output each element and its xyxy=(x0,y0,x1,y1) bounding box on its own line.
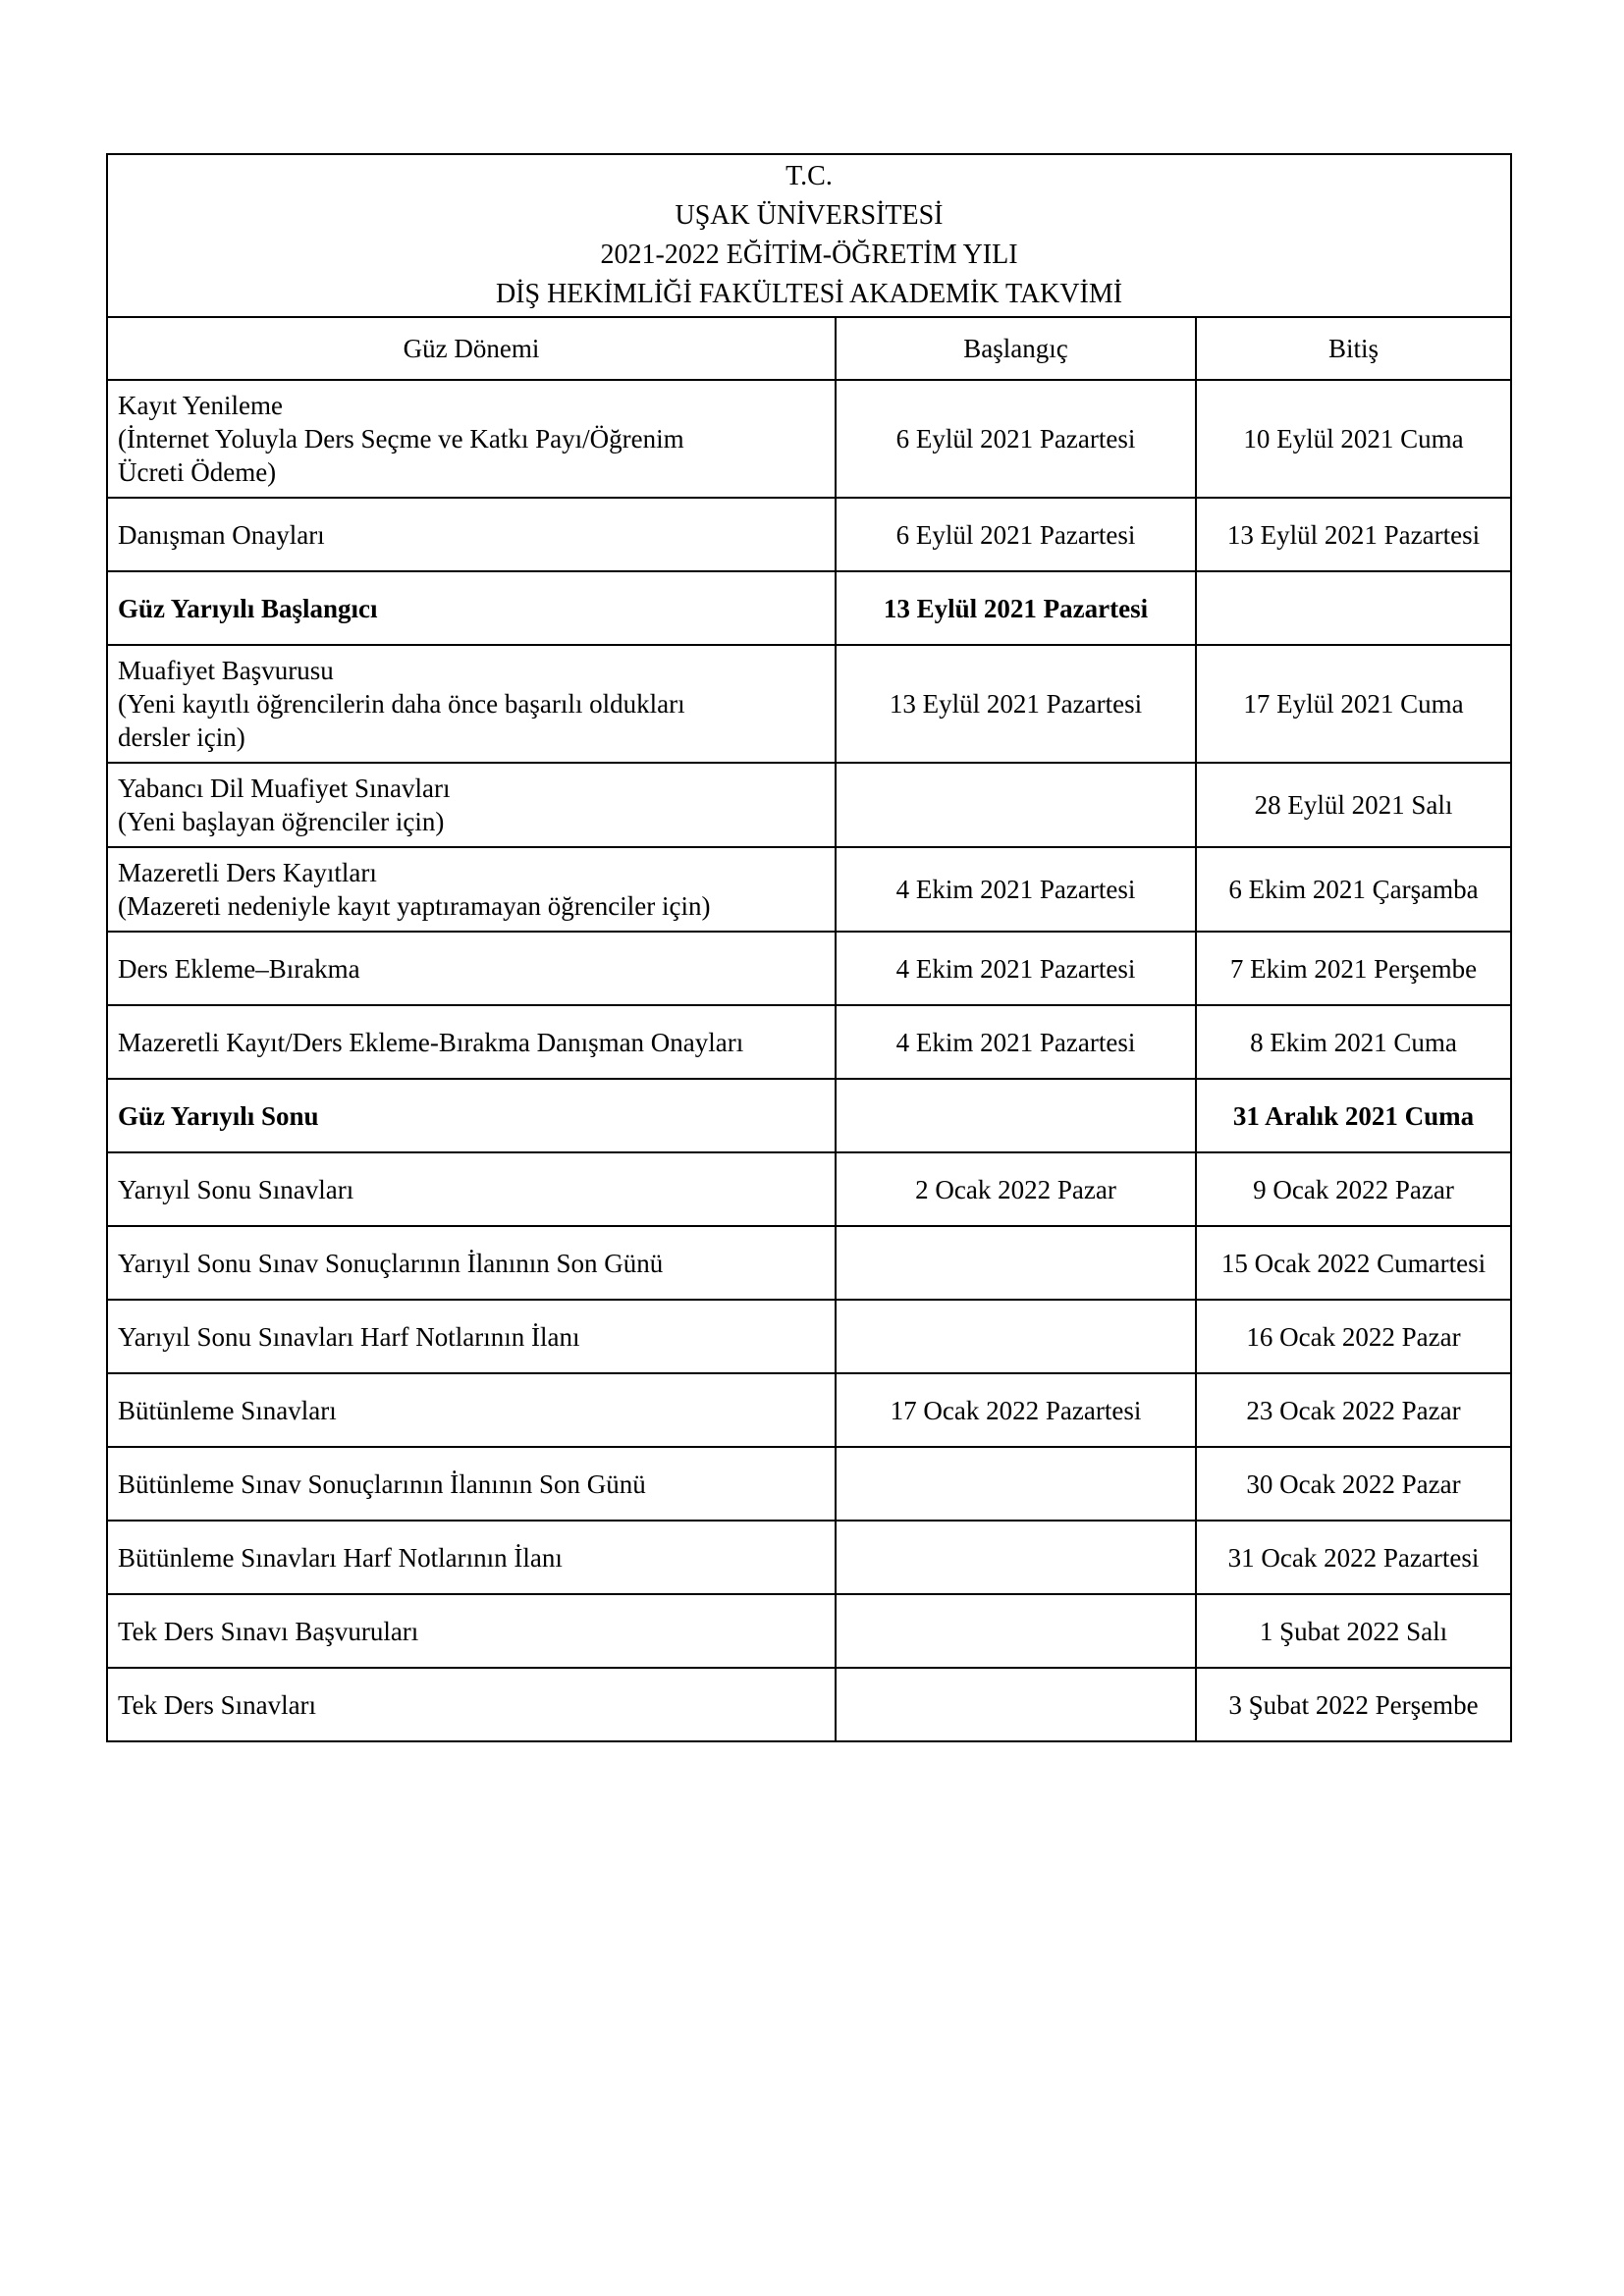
start-date-cell: 6 Eylül 2021 Pazartesi xyxy=(836,498,1196,571)
event-name: Bütünleme Sınavları xyxy=(118,1395,337,1425)
start-date-cell xyxy=(836,1300,1196,1373)
start-date-cell: 2 Ocak 2022 Pazar xyxy=(836,1152,1196,1226)
event-name: Yabancı Dil Muafiyet Sınavları xyxy=(118,774,451,803)
start-date-cell xyxy=(836,1447,1196,1521)
table-row xyxy=(107,380,1511,498)
start-date-cell xyxy=(836,1079,1196,1152)
end-date-cell: 1 Şubat 2022 Salı xyxy=(1196,1594,1511,1668)
end-date-cell: 9 Ocak 2022 Pazar xyxy=(1196,1152,1511,1226)
title-line: 2021-2022 EĞİTİM-ÖĞRETİM YILI xyxy=(600,240,1018,270)
start-date-cell: 17 Ocak 2022 Pazartesi xyxy=(836,1373,1196,1447)
title-line: DİŞ HEKİMLİĞİ FAKÜLTESİ AKADEMİK TAKVİMİ xyxy=(495,279,1123,309)
event-note-line: (Yeni başlayan öğrenciler için) xyxy=(118,807,445,836)
event-note-line: Ücreti Ödeme) xyxy=(118,457,277,487)
event-cell xyxy=(107,1373,836,1447)
end-date-cell: 8 Ekim 2021 Cuma xyxy=(1196,1005,1511,1079)
event-name: Mazeretli Ders Kayıtları xyxy=(118,858,377,887)
event-cell xyxy=(107,1668,836,1741)
column-header-guz-donemi: Güz Dönemi xyxy=(107,317,836,380)
start-date-cell: 13 Eylül 2021 Pazartesi xyxy=(836,571,1196,645)
title-row xyxy=(107,154,1511,317)
event-name: Mazeretli Kayıt/Ders Ekleme-Bırakma Danışman Onayları xyxy=(118,1027,744,1057)
start-date-cell: 13 Eylül 2021 Pazartesi xyxy=(836,645,1196,763)
event-note-line: dersler için) xyxy=(118,722,245,752)
event-name: Bütünleme Sınav Sonuçlarının İlanının Son Günü xyxy=(118,1468,646,1499)
table-row xyxy=(107,847,1511,932)
event-name: Bütünleme Sınavları Harf Notlarının İlanı xyxy=(118,1542,563,1573)
column-header-baslangic: Başlangıç xyxy=(836,317,1196,380)
event-name: Yarıyıl Sonu Sınav Sonuçlarının İlanının Son Günü xyxy=(118,1248,664,1278)
table-row xyxy=(107,1300,1511,1373)
event-cell xyxy=(107,380,836,498)
end-date-cell: 23 Ocak 2022 Pazar xyxy=(1196,1373,1511,1447)
event-cell xyxy=(107,847,836,932)
start-date-cell xyxy=(836,763,1196,847)
event-name: Tek Ders Sınavı Başvuruları xyxy=(118,1616,419,1646)
event-cell xyxy=(107,1226,836,1300)
table-row xyxy=(107,1373,1511,1447)
table-row xyxy=(107,1226,1511,1300)
event-cell xyxy=(107,1594,836,1668)
end-date-cell: 31 Aralık 2021 Cuma xyxy=(1196,1079,1511,1152)
end-date-cell: 13 Eylül 2021 Pazartesi xyxy=(1196,498,1511,571)
end-date-cell: 31 Ocak 2022 Pazartesi xyxy=(1196,1521,1511,1594)
header-row xyxy=(107,317,1511,380)
end-date-cell: 7 Ekim 2021 Perşembe xyxy=(1196,932,1511,1005)
event-cell xyxy=(107,1079,836,1152)
table-row xyxy=(107,645,1511,763)
table-row xyxy=(107,1668,1511,1741)
event-cell xyxy=(107,1152,836,1226)
end-date-cell: 16 Ocak 2022 Pazar xyxy=(1196,1300,1511,1373)
table-row xyxy=(107,1079,1511,1152)
start-date-cell xyxy=(836,1521,1196,1594)
start-date-cell: 6 Eylül 2021 Pazartesi xyxy=(836,380,1196,498)
academic-calendar-table xyxy=(106,153,1512,1742)
table-row xyxy=(107,763,1511,847)
event-cell xyxy=(107,1521,836,1594)
table-row xyxy=(107,1594,1511,1668)
end-date-cell: 6 Ekim 2021 Çarşamba xyxy=(1196,847,1511,932)
end-date-cell: 17 Eylül 2021 Cuma xyxy=(1196,645,1511,763)
start-date-cell: 4 Ekim 2021 Pazartesi xyxy=(836,847,1196,932)
column-header-bitis: Bitiş xyxy=(1196,317,1511,380)
table-row xyxy=(107,498,1511,571)
event-note-line: (Yeni kayıtlı öğrencilerin daha önce başarılı oldukları xyxy=(118,689,685,719)
start-date-cell xyxy=(836,1594,1196,1668)
table-row xyxy=(107,932,1511,1005)
event-name: Ders Ekleme–Bırakma xyxy=(118,953,360,984)
end-date-cell: 30 Ocak 2022 Pazar xyxy=(1196,1447,1511,1521)
event-cell xyxy=(107,763,836,847)
table-title xyxy=(107,154,1511,317)
table-row xyxy=(107,1005,1511,1079)
event-name: Yarıyıl Sonu Sınavları xyxy=(118,1174,354,1204)
end-date-cell xyxy=(1196,571,1511,645)
end-date-cell: 15 Ocak 2022 Cumartesi xyxy=(1196,1226,1511,1300)
start-date-cell: 4 Ekim 2021 Pazartesi xyxy=(836,1005,1196,1079)
start-date-cell: 4 Ekim 2021 Pazartesi xyxy=(836,932,1196,1005)
table-row xyxy=(107,1521,1511,1594)
event-name: Yarıyıl Sonu Sınavları Harf Notlarının İlanı xyxy=(118,1321,580,1352)
title-line: UŞAK ÜNİVERSİTESİ xyxy=(675,200,944,231)
end-date-cell: 10 Eylül 2021 Cuma xyxy=(1196,380,1511,498)
event-note-line: (İnternet Yoluyla Ders Seçme ve Katkı Payı/Öğrenim xyxy=(118,424,684,454)
event-cell xyxy=(107,571,836,645)
start-date-cell xyxy=(836,1226,1196,1300)
event-cell xyxy=(107,1300,836,1373)
event-cell xyxy=(107,498,836,571)
event-name: Kayıt Yenileme xyxy=(118,391,283,420)
table-row xyxy=(107,571,1511,645)
end-date-cell: 3 Şubat 2022 Perşembe xyxy=(1196,1668,1511,1741)
event-name: Tek Ders Sınavları xyxy=(118,1689,317,1720)
start-date-cell xyxy=(836,1668,1196,1741)
title-line: T.C. xyxy=(785,161,833,191)
event-name: Muafiyet Başvurusu xyxy=(118,656,334,685)
event-note-line: (Mazereti nedeniyle kayıt yaptıramayan öğrenciler için) xyxy=(118,891,711,921)
table-row xyxy=(107,1447,1511,1521)
event-cell xyxy=(107,645,836,763)
event-name: Danışman Onayları xyxy=(118,519,325,550)
event-name: Güz Yarıyılı Başlangıcı xyxy=(118,593,378,623)
event-name: Güz Yarıyılı Sonu xyxy=(118,1100,319,1131)
event-cell xyxy=(107,932,836,1005)
event-cell xyxy=(107,1447,836,1521)
event-cell xyxy=(107,1005,836,1079)
end-date-cell: 28 Eylül 2021 Salı xyxy=(1196,763,1511,847)
table-row xyxy=(107,1152,1511,1226)
